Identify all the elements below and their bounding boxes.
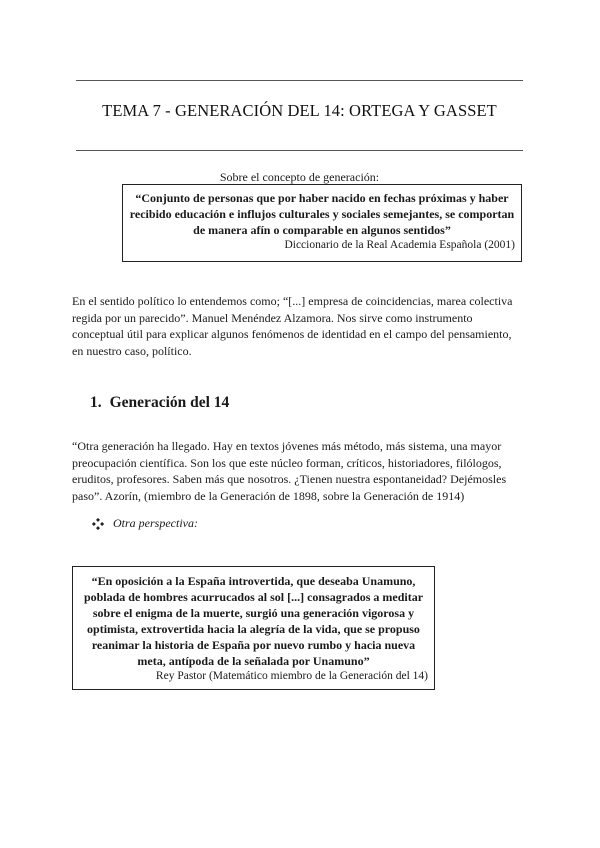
rey-pastor-quote-text: “En oposición a la España introvertida, que deseaba Unamuno, poblada de hombres acurrucados al sol [...] consagrados a meditar sobre el enigma de la muerte, surgió una generación vigorosa y optimista, extrovertida hacia la alegría de la vida, que se propuso reanimar la historia de España por nuevo rumbo y hacia nueva meta, antípoda de la señalada por Unamuno” — [83, 574, 424, 668]
definition-quote-source: Diccionario de la Real Academia Española (2001) — [284, 239, 515, 251]
political-paragraph: En el sentido político lo entendemos como; “[...] empresa de coincidencias, marea colectiva regida por un parecido”. Manuel Menéndez Alzamora. Nos sirve como instrumento conceptual útil para explicar algunos fenómenos de identidad en el campo del pensamiento, en nuestro caso, político. — [72, 294, 513, 358]
section-heading — [90, 394, 229, 412]
page-title: TEMA 7 - GENERACIÓN DEL 14: ORTEGA Y GASSET — [102, 101, 497, 120]
azorin-paragraph: “Otra generación ha llegado. Hay en textos jóvenes más método, más sistema, una mayor preocupación científica. Son los que este núcleo forman, críticos, historiadores, filólogos, eruditos, profesores. Saben más que nosotros. ¿Tienen nuestra espontaneidad? Dejémosles paso”. Azorín, (miembro de la Generación de 1898, sobre la Generación de 1914) — [72, 439, 507, 503]
section-title: Generación del 14 — [109, 394, 230, 411]
section-number: 1. — [90, 394, 102, 411]
rey-pastor-quote-source: Rey Pastor (Matemático miembro de la Generación del 14) — [155, 670, 428, 682]
rey-pastor-quote-box — [72, 566, 435, 690]
definition-quote-box — [122, 184, 522, 262]
top-divider — [76, 80, 523, 81]
diamond-bullet-icon — [92, 518, 104, 530]
bullet-label: Otra perspectiva: — [113, 516, 198, 530]
definition-quote-text: “Conjunto de personas que por haber nacido en fechas próximas y haber recibido educación e influjos culturales y sociales semejantes, se comportan de manera afín o comparable en algunos sentidos” — [129, 191, 515, 237]
title-divider — [76, 150, 523, 151]
concept-intro: Sobre el concepto de generación: — [219, 170, 380, 184]
bullet-item — [92, 516, 198, 531]
